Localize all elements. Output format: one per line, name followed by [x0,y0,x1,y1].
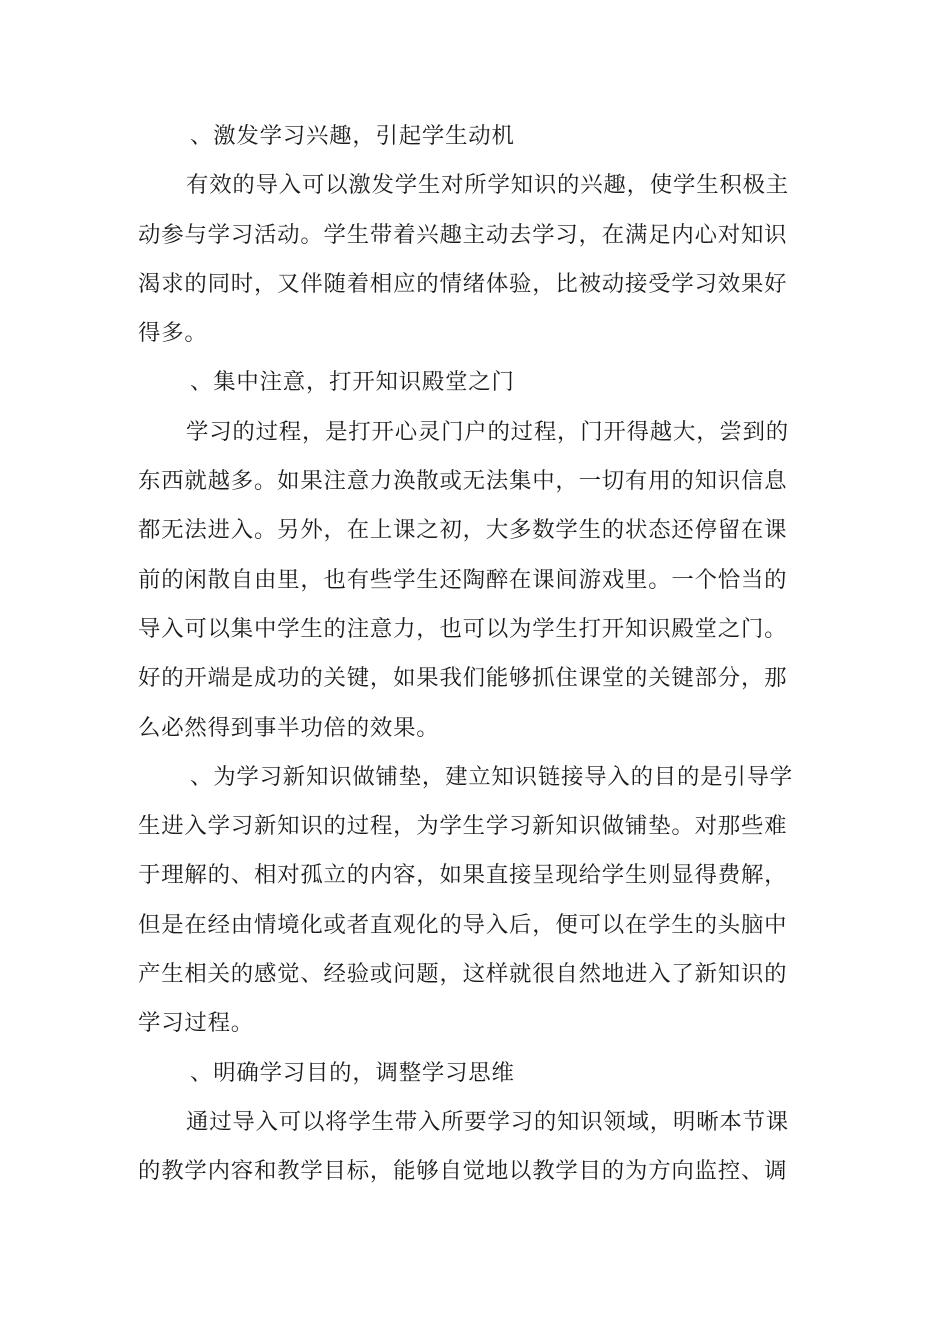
paragraph-line: 通过导入可以将学生带入所要学习的知识领域，明晰本节课 [186,1108,789,1135]
paragraph-line: 的教学内容和教学目标，能够自觉地以教学目的为方向监控、调 [138,1158,788,1185]
paragraph-line: 于理解的、相对孤立的内容，如果直接呈现给学生则显得费解， [138,862,788,889]
section-heading: 、明确学习目的，调整学习思维 [190,1059,515,1086]
paragraph-line: 东西就越多。如果注意力涣散或无法集中，一切有用的知识信息 [138,468,788,495]
section-heading: 、激发学习兴趣，引起学生动机 [190,123,515,149]
paragraph-line: 动参与学习活动。学生带着兴趣主动去学习，在满足内心对知识 [138,221,788,248]
paragraph-line: 前的闲散自由里，也有些学生还陶醉在课间游戏里。一个恰当的 [138,566,788,593]
paragraph-line: 产生相关的感觉、经验或问题，这样就很自然地进入了新知识的 [138,961,788,988]
paragraph-line: 有效的导入可以激发学生对所学知识的兴趣，使学生积极主 [186,172,789,199]
paragraph-line: 生进入学习新知识的过程，为学生学习新知识做铺垫。对那些难 [138,813,788,840]
section-heading: 、集中注意，打开知识殿堂之门 [190,369,515,396]
paragraph-line: 学习过程。 [138,1010,254,1037]
paragraph-line: 好的开端是成功的关键，如果我们能够抓住课堂的关键部分，那 [138,665,788,692]
paragraph-line: 但是在经由情境化或者直观化的导入后，便可以在学生的头脑中 [138,911,788,938]
section-heading: 、为学习新知识做铺垫，建立知识链接导入的目的是引导学 [190,763,793,790]
paragraph-line: 学习的过程，是打开心灵门户的过程，门开得越大，尝到的 [186,418,789,445]
paragraph-line: 么必然得到事半功倍的效果。 [138,714,440,741]
paragraph-line: 渴求的同时，又伴随着相应的情绪体验，比被动接受学习效果好 [138,270,788,297]
paragraph-line: 都无法进入。另外，在上课之初，大多数学生的状态还停留在课 [138,517,788,544]
paragraph-line: 导入可以集中学生的注意力，也可以为学生打开知识殿堂之门。 [138,615,788,642]
document-body [138,112,808,1197]
paragraph-line: 得多。 [138,320,208,347]
